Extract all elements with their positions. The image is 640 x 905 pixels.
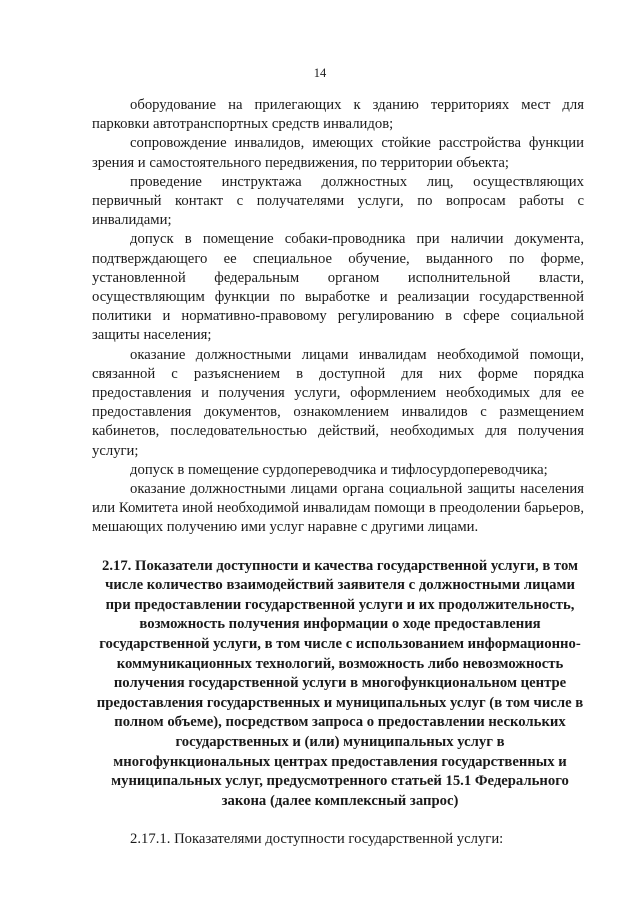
paragraph-other-help: оказание должностными лицами органа социальной защиты населения или Комитета иной необходимой инвалидам помощи в преодолении барьеров, мешающих получению ими услуг наравне с другими лицами. xyxy=(92,481,584,536)
paragraph-interpreter: допуск в помещение сурдопереводчика и тифлосурдопереводчика; xyxy=(130,461,548,478)
document-body xyxy=(92,96,584,850)
paragraph-assistance: оказание должностными лицами инвалидам необходимой помощи, связанной с разъяснением в доступной для них форме порядка предоставления и получения услуги, оформлением необходимых для ее предоставления документов, ознакомлением инвалидов с размещением кабинетов, последовательностью действий, необходимых для получения услуги; xyxy=(92,346,584,459)
paragraph-parking: оборудование на прилегающих к зданию территориях мест для парковки автотранспортных средств инвалидов; xyxy=(92,97,584,133)
subsection-2-17-1: 2.17.1. Показателями доступности государственной услуги: xyxy=(130,831,504,848)
page-number: 14 xyxy=(313,66,327,80)
paragraph-guide-dog: допуск в помещение собаки-проводника при наличии документа, подтверждающего ее специальное обучение, выданного по форме, установленной федеральным органом исполнительной власти, осуществляющим функции по выработке и реализации государственной политики и нормативно-правовому регулированию в сфере социальной защиты населения; xyxy=(92,231,584,344)
paragraph-escort: сопровождение инвалидов, имеющих стойкие расстройства функции зрения и самостоятельного передвижения, по территории объекта; xyxy=(92,135,584,171)
paragraph-briefing: проведение инструктажа должностных лиц, осуществляющих первичный контакт с получателями услуги, по вопросам работы с инвалидами; xyxy=(92,173,584,229)
section-heading: 2.17. Показатели доступности и качества государственной услуги, в том числе количество взаимодействий заявителя с должностными лицами при предоставлении государственной услуги и их продолжительность, возможность получения информации о ходе предоставления государственной услуги, в том числе с использованием информационно-коммуникационных технологий, возможность либо невозможность получения государственной услуги в многофункциональном центре предоставления государственных и муниципальных услуг (в том числе в полном объеме), посредством запроса о предоставлении нескольких государственных и (или) муниципальных услуг в многофункциональных центрах предоставления государственных и муниципальных услуг, предусмотренного статьей 15.1 Федерального закона (далее комплексный запрос) xyxy=(96,557,584,809)
